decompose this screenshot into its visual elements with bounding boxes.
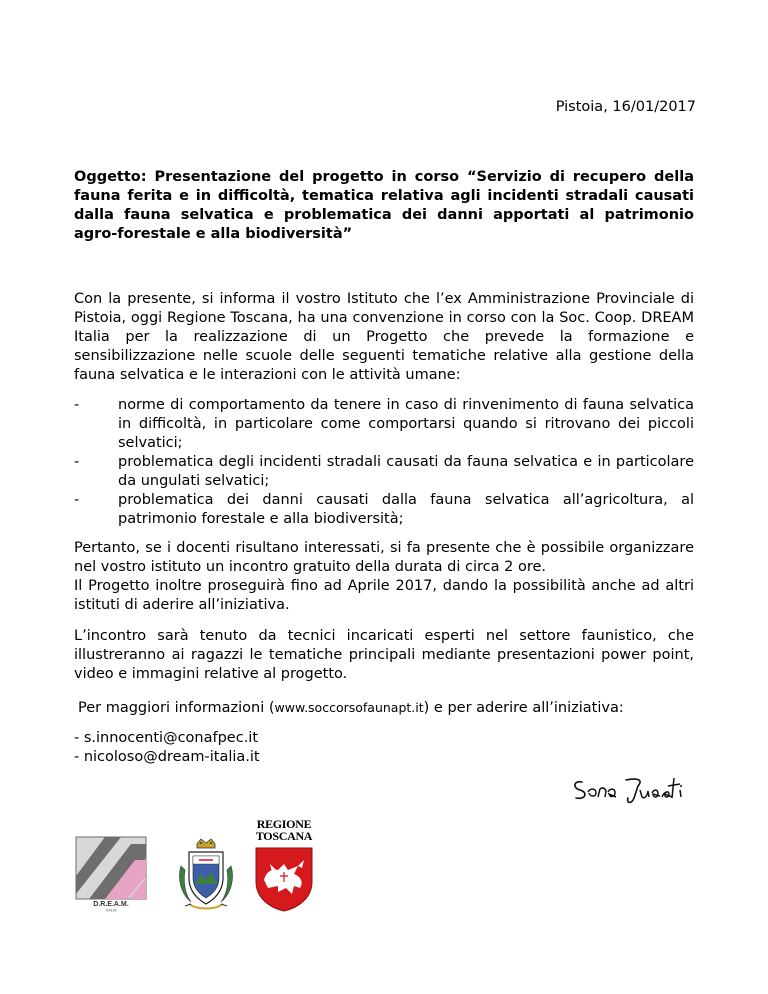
contact-email[interactable]: - nicoloso@dream-italia.it <box>74 749 260 765</box>
dream-logo-text: D.R.E.A.M. <box>93 901 129 908</box>
info-line <box>74 698 694 718</box>
place-date: Pistoia, 16/01/2017 <box>555 99 696 115</box>
letter-body <box>74 290 694 767</box>
website-link[interactable]: www.soccorsofaunapt.it <box>274 700 424 715</box>
paragraph-availability: Pertanto, se i docenti risultano interessati, si fa presente che è possibile organizzare nel vostro istituto un incontro gratuito della durata di circa 2 ore. <box>74 540 694 575</box>
dream-logo <box>75 836 147 912</box>
list-item-text: problematica dei danni causati dalla fauna selvatica all’agricoltura, al patrimonio forestale e alla biodiversità; <box>118 492 694 527</box>
bullet-dash: - <box>74 397 80 413</box>
dream-logo-subtext: ITALIA <box>105 908 117 912</box>
paragraph-presenters: L’incontro sarà tenuto da tecnici incaricati esperti nel settore faunistico, che illustreranno ai ragazzi le tematiche principali mediante presentazioni power point, video e immagini relative al progetto. <box>74 628 694 682</box>
bullet-dash: - <box>74 454 80 470</box>
subject-line: Oggetto: Presentazione del progetto in corso “Servizio di recupero della fauna ferita e in difficoltà, tematica relativa agli incidenti stradali causati dalla fauna selvatica e problematica dei danni apportati al patrimonio agro-forestale e alla biodiversità” <box>74 169 694 242</box>
bullet-dash: - <box>74 492 80 508</box>
list-item <box>74 453 694 491</box>
info-prefix: Per maggiori informazioni ( <box>78 700 275 716</box>
list-item <box>74 396 694 453</box>
paragraph-duration: Il Progetto inoltre proseguirà fino ad Aprile 2017, dando la possibilità anche ad altri istituti di aderire all’iniziativa. <box>74 578 694 613</box>
regione-toscana-wordmark <box>252 818 316 842</box>
info-suffix: ) e per aderire all’iniziativa: <box>423 700 624 716</box>
topics-list <box>74 396 694 529</box>
intro-paragraph: Con la presente, si informa il vostro Istituto che l’ex Amministrazione Provinciale di Pistoia, oggi Regione Toscana, ha una convenzione in corso con la Soc. Coop. DREAM Italia per la realizzazione di un Progetto che prevede la formazione e sensibilizzazione nelle scuole delle seguenti tematiche relative alla gestione della fauna selvatica e le interazioni con le attività umane: <box>74 291 694 383</box>
contact-email[interactable]: - s.innocenti@conafpec.it <box>74 730 259 746</box>
list-item <box>74 491 694 529</box>
regione-wordmark-line2: TOSCANA <box>255 829 313 843</box>
regione-toscana-logo <box>252 818 316 912</box>
list-item-text: norme di comportamento da tenere in caso di rinvenimento di fauna selvatica in difficoltà, in particolare come comportarsi quando si ritrovano dei piccoli selvatici; <box>118 397 694 451</box>
contact-list <box>74 729 694 767</box>
regione-wordmark-line1: REGIONE <box>256 817 312 831</box>
list-item-text: problematica degli incidenti stradali causati da fauna selvatica e in particolare da ungulati selvatici; <box>118 454 694 489</box>
pistoia-coat-of-arms <box>175 838 237 912</box>
regione-toscana-shield <box>254 846 314 912</box>
signature-image <box>568 770 692 810</box>
